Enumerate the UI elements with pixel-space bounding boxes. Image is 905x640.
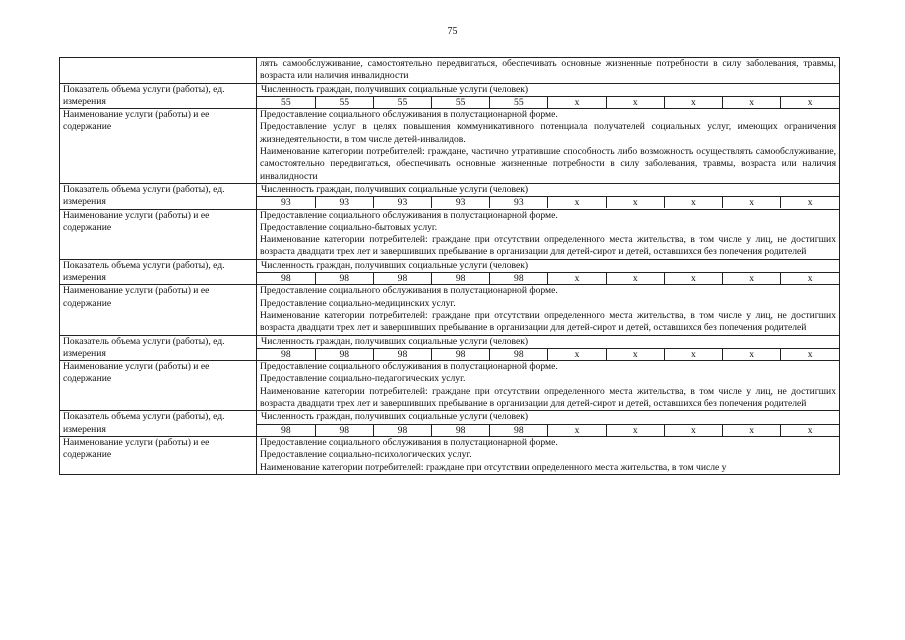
service-row [60, 209, 840, 259]
metric-value: x [606, 197, 664, 209]
metric-value: x [548, 96, 606, 108]
metric-title: Численность граждан, получивших социальные услуги (человек) [261, 259, 529, 271]
service-row [60, 285, 840, 335]
service-row [60, 109, 840, 184]
metric-value: 98 [490, 348, 548, 360]
row-label: Наименование услуги (работы) и ее содержание [60, 209, 257, 259]
metric-values [257, 424, 839, 436]
row-label [60, 58, 257, 84]
service-content [257, 285, 840, 335]
service-paragraph: Наименование категории потребителей: граждане при отсутствии определенного места жительства, в том числе у лиц, не достигших возраста двадцати трех лет и завершивших пребывание в организации для детей-сирот и детей, оставшихся без попечения родителей [260, 309, 836, 334]
metric-value: 98 [432, 348, 490, 360]
service-paragraph: Предоставление социального обслуживания в полустационарной форме. [260, 361, 558, 373]
service-paragraph: лять самообслуживание, самостоятельно передвигаться, обеспечивать основные жизненные потребности в силу заболевания, травмы, возраста или наличия инвалидности [260, 58, 836, 82]
metric-value: 93 [432, 197, 490, 209]
service-paragraph: Предоставление социального обслуживания в полустационарной форме. [260, 209, 558, 221]
metric-value: x [606, 348, 664, 360]
metric-cell [257, 83, 840, 109]
metric-value: 55 [490, 96, 548, 108]
metric-title: Численность граждан, получивших социальные услуги (человек) [261, 83, 529, 95]
row-label: Показатель объема услуги (работы), ед. измерения [60, 411, 257, 437]
metric-cell [257, 183, 840, 209]
metric-title: Численность граждан, получивших социальные услуги (человек) [261, 183, 529, 195]
metric-value: 55 [315, 96, 373, 108]
metric-value: 55 [257, 96, 315, 108]
metric-row [60, 259, 840, 285]
service-paragraph: Предоставление социального обслуживания в полустационарной форме. [260, 109, 558, 121]
metric-value: 98 [315, 348, 373, 360]
metric-value: 93 [373, 197, 431, 209]
service-row [60, 361, 840, 411]
row-label: Наименование услуги (работы) и ее содержание [60, 361, 257, 411]
row-label: Показатель объема услуги (работы), ед. измерения [60, 83, 257, 109]
metric-value: x [781, 424, 839, 436]
service-content [257, 58, 840, 84]
metric-value: 98 [373, 348, 431, 360]
metric-row [60, 83, 840, 109]
metric-value: x [548, 348, 606, 360]
metric-row [60, 411, 840, 437]
metric-value: x [606, 273, 664, 285]
service-row [60, 436, 840, 474]
metric-value: x [664, 273, 722, 285]
page-number: 75 [447, 26, 458, 37]
metric-cell [257, 335, 840, 361]
metric-value: x [781, 348, 839, 360]
row-label: Наименование услуги (работы) и ее содержание [60, 285, 257, 335]
metric-value: x [606, 424, 664, 436]
metric-value: x [781, 96, 839, 108]
row-label: Наименование услуги (работы) и ее содержание [60, 109, 257, 184]
metric-value: x [723, 348, 781, 360]
metric-title: Численность граждан, получивших социальные услуги (человек) [261, 335, 529, 347]
metric-value: x [664, 348, 722, 360]
service-content [257, 361, 840, 411]
metric-row [60, 335, 840, 361]
metric-value: x [664, 197, 722, 209]
metric-value: 98 [432, 424, 490, 436]
metric-value: x [723, 424, 781, 436]
metric-title: Численность граждан, получивших социальные услуги (человек) [261, 411, 529, 423]
metric-value: x [548, 273, 606, 285]
metric-value: 98 [257, 348, 315, 360]
metric-value: 98 [373, 424, 431, 436]
metric-value: 98 [432, 273, 490, 285]
metric-value: x [723, 96, 781, 108]
metric-value: x [664, 424, 722, 436]
metric-value: x [606, 96, 664, 108]
metric-value: x [781, 197, 839, 209]
metric-value: x [548, 424, 606, 436]
metric-value: x [781, 273, 839, 285]
metric-values [257, 348, 839, 360]
row-label: Показатель объема услуги (работы), ед. измерения [60, 183, 257, 209]
service-content [257, 209, 840, 259]
metric-value: x [664, 96, 722, 108]
metric-value: 55 [432, 96, 490, 108]
service-paragraph: Наименование категории потребителей: граждане при отсутствии определенного места жительства, в том числе у лиц, не достигших возраста двадцати трех лет и завершивших пребывание в организации для детей-сирот и детей, оставшихся без попечения родителей [260, 385, 836, 410]
metric-value: 93 [490, 197, 548, 209]
service-content [257, 436, 840, 474]
metric-value: 98 [257, 424, 315, 436]
metric-values [257, 196, 839, 208]
service-paragraph: Предоставление социального обслуживания в полустационарной форме. [260, 285, 558, 297]
metric-value: 98 [490, 273, 548, 285]
metric-cell [257, 259, 840, 285]
service-paragraph: Предоставление социального обслуживания в полустационарной форме. [260, 436, 558, 448]
service-paragraph: Предоставление социально-бытовых услуг. [260, 221, 438, 233]
metric-value: 98 [490, 424, 548, 436]
metric-value: 98 [315, 424, 373, 436]
row-label: Показатель объема услуги (работы), ед. измерения [60, 335, 257, 361]
services-table [59, 57, 840, 475]
service-row [60, 58, 840, 84]
metric-values [257, 272, 839, 284]
service-paragraph: Предоставление социально-психологических услуг. [260, 449, 472, 461]
metric-value: 93 [315, 197, 373, 209]
metric-row [60, 183, 840, 209]
service-content [257, 109, 840, 184]
metric-values [257, 96, 839, 108]
service-paragraph: Наименование категории потребителей: граждане, частично утратившие способность либо возможность осуществлять самообслуживание, самостоятельно передвигаться, обеспечивать основные жизненные потребности в силу заболевания, травмы, возраста или наличия инвалидности [260, 146, 836, 182]
row-label: Наименование услуги (работы) и ее содержание [60, 436, 257, 474]
metric-value: x [548, 197, 606, 209]
metric-value: 98 [315, 273, 373, 285]
service-paragraph: Предоставление социально-медицинских услуг. [260, 297, 456, 309]
service-paragraph: Наименование категории потребителей: граждане при отсутствии определенного места жительства, в том числе у [260, 461, 727, 473]
metric-value: 55 [373, 96, 431, 108]
metric-cell [257, 411, 840, 437]
metric-value: 98 [373, 273, 431, 285]
metric-value: x [723, 197, 781, 209]
metric-value: 93 [257, 197, 315, 209]
row-label: Показатель объема услуги (работы), ед. измерения [60, 259, 257, 285]
service-paragraph: Предоставление услуг в целях повышения коммуникативного потенциала получателей социальных услуг, имеющих ограничения жизнедеятельности, в том числе детей-инвалидов. [260, 121, 836, 145]
metric-value: x [723, 273, 781, 285]
metric-value: 98 [257, 273, 315, 285]
service-paragraph: Наименование категории потребителей: граждане при отсутствии определенного места жительства, в том числе у лиц, не достигших возраста двадцати трех лет и завершивших пребывание в организации для детей-сирот и детей, оставшихся без попечения родителей [260, 234, 836, 258]
service-paragraph: Предоставление социально-педагогических услуг. [260, 373, 466, 385]
